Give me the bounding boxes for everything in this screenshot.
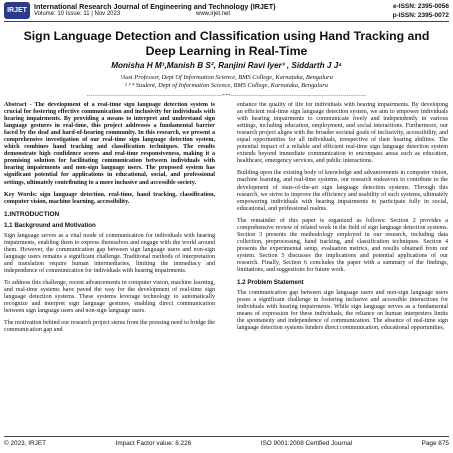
left-column: [4, 102, 215, 432]
affiliation-2: ² ³ ⁴ Student, Dept of Information Science, BMS College, Karnataka, Bengaluru: [124, 82, 329, 89]
affiliation-1: ¹Asst Professor, Dept Of Information Science, BMS College, Karnataka, Bengaluru: [120, 74, 333, 81]
pissn: p-ISSN: 2395-0072: [392, 12, 449, 19]
journal-website[interactable]: www.irjet.net: [196, 11, 231, 17]
title-line-1: Sign Language Detection and Classification using Hand Tracking and: [23, 29, 430, 43]
paragraph: enhance the quality of life for individuals with hearing impairments. By developing an efficient real-time sign language detection system, we aim to empower individuals with hearing impairments to communicate freely and independently in various settings, including education, employment, and social interactions. Furthermore, our research project aligns with the broader societal goals of inclusivity, accessibility, and equal opportunities for all individuals, irrespective of their hearing abilities. The potential impact of a reliable and efficient real-time sign language detection system extends beyond immediate communication to encompass areas such as education, healthcare, emergency services, and public interactions.: [237, 102, 448, 165]
authors: Monisha H M¹,Manish B S², Ranjini Ravi Iyer³ , Siddarth J J⁴: [111, 61, 342, 70]
footer-rule: [4, 436, 449, 437]
volume-issue: Volume: 10 Issue: 11 | Nov 2023: [34, 11, 121, 17]
keywords: Key Words: sign language detection, real-time, hand tracking, classification, computer vision, machine learning, accessibility.: [4, 191, 215, 205]
problem-statement-heading: 1.2 Problem Statement: [237, 279, 304, 287]
section-separator: ---------------------------------------------------------------------***---------------------------------------------------------------------: [86, 94, 367, 99]
eissn: e-ISSN: 2395-0056: [392, 3, 449, 10]
paragraph: To address this challenge, recent advancements in computer vision, machine learning, and real-time systems have paved the way for the development of real-time sign language detection systems. These systems leverage technology to automatically recognize and interpret sign language gestures, enabling direct communication between sign language users and non-sign language users.: [4, 280, 215, 315]
paper-title: [20, 29, 433, 59]
intro-heading: 1.INTRODUCTION: [4, 210, 60, 218]
page-footer: [4, 440, 449, 447]
paragraph: The motivation behind our research project stems from the pressing need to bridge the communication gap and: [4, 320, 215, 334]
paragraph: The remainder of this paper is organized as follows: Section 2 provides a comprehensive review of related work in the field of sign language detection systems. Section 3 presents the methodology employed in our research, including data collection, preprocessing, hand tracking, and classification techniques. Section 4 presents the experimental setup, evaluation metrics, and results obtained from our system. Section 5 discusses the implications and potential applications of our research. Finally, Section 6 concludes the paper with a summary of the findings, limitations, and suggestions for future work.: [237, 217, 448, 274]
irjet-logo: IRJET: [4, 2, 30, 19]
issn-block: [393, 2, 449, 20]
page-number: Page 875: [421, 440, 449, 447]
title-line-2: Deep Learning in Real-Time: [145, 44, 308, 58]
abstract: Abstract - The development of a real-time sign language detection system is crucial for fostering effective communication and inclusivity for individuals with hearing impairments. By providing a means to interpret and understand sign language gestures in real-time, this project addresses a fundamental barrier faced by the deaf and hard-of-hearing community. In this research, we present a comprehensive investigation of our real-time sign language detection system, which combines hand tracking and classification techniques. The results demonstrate high confidence scores and real-time responsiveness, making it a promising solution for facilitating communication between individuals with hearing impairments and non-sign language users. The proposed system has significant potential for applications in educational, social, and professional settings, ultimately contributing to a more inclusive and accessible society.: [4, 102, 215, 186]
journal-name: International Research Journal of Engineering and Technology (IRJET): [34, 2, 276, 11]
right-column: [237, 102, 448, 432]
iso-certification: ISO 9001:2008 Certified Journal: [260, 440, 353, 447]
header-rule: [4, 21, 449, 22]
copyright: © 2023, IRJET: [4, 440, 47, 447]
impact-factor: Impact Factor value: 8.226: [115, 440, 192, 447]
journal-header: [0, 0, 453, 22]
background-heading: 1.1 Background and Motivation: [4, 221, 96, 229]
paragraph: Building upon the existing body of knowledge and advancements in computer vision, machine learning, and real-time systems, our research endeavors to contribute to the development of state-of-the-art sign language detection systems. Through this research, we strive to improve the efficiency and usability of such systems, ultimately empowering individuals with hearing impairments to participate fully in social, educational, and professional realms.: [237, 170, 448, 212]
paragraph: Sign language serves as a vital mode of communication for individuals with hearing impairments, enabling them to express themselves and engage with the world around them. However, the communication gap between sign language users and non-sign language users remains a significant challenge. Traditional methods of interpretation and translation require human intermediaries, limiting the immediacy and independence of communication for individuals with hearing impairments.: [4, 232, 215, 274]
paragraph: The communication gap between sign language users and non-sign language users poses a significant challenge in fostering inclusive and accessible interactions for individuals with hearing impairments. While sign language serves as a fundamental means of expression for these individuals, the reliance on human interpreters limits the spontaneity and independence of communication. The absence of real-time sign language detection systems hinders direct communication, educational opportunities,: [237, 290, 448, 332]
